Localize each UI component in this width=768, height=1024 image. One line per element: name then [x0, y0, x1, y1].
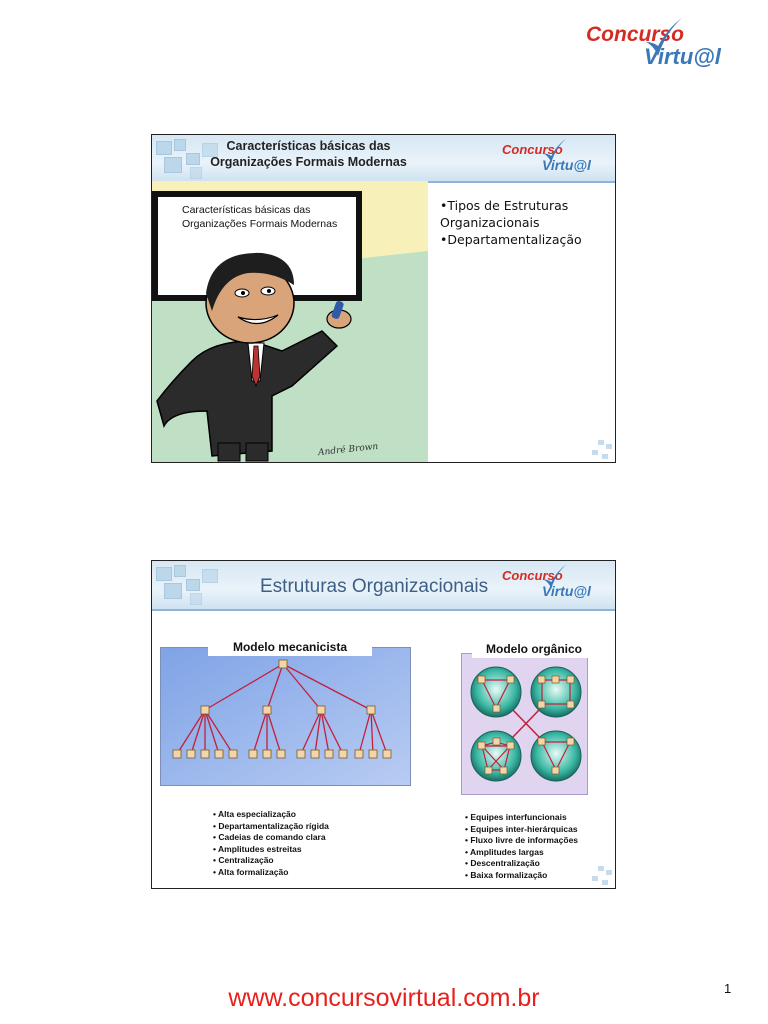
organic-bullets: [465, 812, 578, 881]
mechanistic-bullets: [213, 809, 329, 878]
board-text-line1: Características básicas das: [182, 204, 311, 216]
slide-2-logo: [502, 569, 612, 603]
mechanistic-model-label: Modelo mecanicista: [208, 638, 372, 656]
slide-1-bullets: [440, 197, 582, 248]
organic-diagram: [461, 653, 588, 795]
cartoon-illustration: [152, 181, 428, 463]
corner-squares-decoration: [592, 440, 614, 460]
slide-1-logo: [502, 143, 612, 177]
slide-2-title: Estruturas Organizacionais: [260, 576, 489, 597]
mechanistic-bullet: • Alta formalização: [213, 866, 289, 877]
slide-1-logo-line2: Virtu@l: [542, 157, 591, 173]
logo-check-icon: [644, 16, 684, 60]
slide-1-title-line2: Organizações Formais Modernas: [210, 155, 407, 169]
board-text: [182, 203, 337, 231]
slide-2-header: [152, 561, 615, 611]
network-diagram: [462, 654, 587, 794]
slide-1-header: [152, 135, 615, 183]
corner-squares-decoration: [592, 866, 614, 886]
mechanistic-bullet: • Alta especialização: [213, 809, 296, 819]
slide-1: [151, 134, 616, 463]
slide-2-logo-line2: Virtu@l: [542, 583, 591, 599]
slide-1-title-line1: Características básicas das: [226, 139, 391, 153]
organic-bullet: • Amplitudes largas: [465, 846, 544, 857]
page-number: 1: [724, 981, 732, 996]
mechanistic-bullet: • Departamentalização rígida: [213, 820, 329, 831]
slide-1-logo-check-icon: [542, 137, 568, 165]
slide-1-bullet-2: •Departamentalização: [440, 232, 582, 247]
organic-bullet: • Equipes interfuncionais: [465, 812, 567, 822]
organic-bullet: • Baixa formalização: [465, 869, 548, 880]
organic-bullet: • Fluxo livre de informações: [465, 835, 579, 845]
footer-website-url[interactable]: www.concursovirtual.com.br: [228, 984, 540, 1012]
logo-line1: Concurso: [586, 23, 685, 46]
slide-2: [151, 560, 616, 889]
slide-1-bullet-1: •Tipos de Estruturas: [440, 198, 569, 213]
organic-bullet: • Equipes inter-hierárquicas: [465, 823, 578, 834]
artist-signature: André Brown: [317, 441, 379, 459]
mechanistic-bullet: • Centralização: [213, 855, 274, 865]
mechanistic-diagram: [160, 647, 411, 786]
mechanistic-bullet: • Amplitudes estreitas: [213, 843, 302, 854]
hierarchy-tree: [161, 648, 410, 785]
slide-1-title: [152, 138, 465, 170]
concurso-virtual-logo: [586, 24, 736, 72]
slide-2-logo-check-icon: [542, 563, 568, 591]
slide-2-logo-line1: Concurso: [502, 568, 563, 583]
organic-model-label: Modelo orgânico: [472, 640, 596, 658]
logo-line2: Virtu@l: [644, 44, 721, 69]
slide-1-logo-line1: Concurso: [502, 142, 563, 157]
organic-bullet: • Descentralização: [465, 858, 540, 868]
slide-1-bullet-1-cont: Organizacionais: [440, 215, 540, 230]
mechanistic-bullet: • Cadeias de comando clara: [213, 832, 326, 842]
board-text-line2: Organizações Formais Modernas: [182, 218, 338, 230]
